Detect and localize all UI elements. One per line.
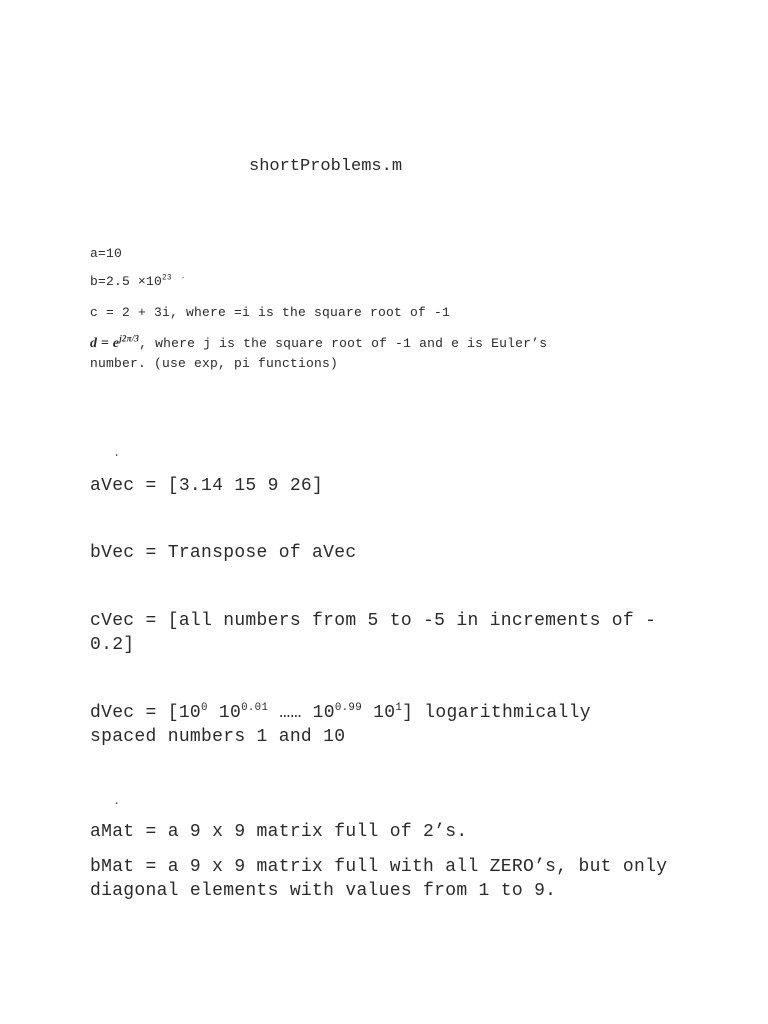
dvec-exponent-4: 1 (395, 702, 403, 714)
vector-bvec: bVec = Transpose of aVec (90, 543, 357, 563)
scalar-b-exponent: 23 (162, 274, 172, 283)
vector-cvec-line1: cVec = [all numbers from 5 to -5 in increments of - (90, 611, 657, 631)
dvec-part-1: dVec = [10 (90, 703, 202, 723)
stray-mark: ´ (179, 277, 187, 289)
vector-avec: aVec = [3.14 15 9 26] (90, 476, 324, 496)
dvec-part-2: 10 (207, 703, 242, 723)
dvec-part-5: ] logarithmically (402, 703, 591, 723)
scalar-c: c = 2 + 3i, where =i is the square root of -1 (90, 305, 451, 320)
scalar-b-base: b=2.5 ×10 (90, 274, 163, 289)
matrix-bmat-line2: diagonal elements with values from 1 to 9. (90, 881, 557, 901)
dvec-exponent-1: 0 (201, 702, 208, 714)
scalar-d-line1 (90, 333, 548, 352)
matrix-amat: aMat = a 9 x 9 matrix full of 2’s. (90, 822, 468, 842)
document-title: shortProblems.m (249, 157, 403, 176)
scalar-d-description: , where j is the square root of -1 and e is Euler’s (139, 336, 548, 351)
scalar-b (90, 274, 187, 289)
dvec-exponent-2: 0.01 (241, 702, 269, 714)
scalar-a: a=10 (90, 246, 123, 261)
dvec-part-4: 10 (362, 703, 396, 723)
vector-cvec-line2: 0.2] (90, 635, 135, 655)
dvec-exponent-3: 0.99 (334, 702, 362, 714)
matrix-bmat-line1: bMat = a 9 x 9 matrix full with all ZERO’s, but only (90, 857, 668, 877)
list-bullet-dot: . (113, 794, 121, 808)
list-bullet-dot: . (113, 446, 121, 460)
dvec-part-3: …… 10 (268, 703, 335, 723)
scalar-d-line2: number. (use exp, pi functions) (90, 356, 339, 371)
scalar-d-formula: d = e (90, 336, 120, 351)
scalar-d-formula-exponent: j2π/3 (119, 333, 140, 344)
vector-dvec-line1 (90, 703, 591, 723)
vector-dvec-line2: spaced numbers 1 and 10 (90, 727, 346, 747)
